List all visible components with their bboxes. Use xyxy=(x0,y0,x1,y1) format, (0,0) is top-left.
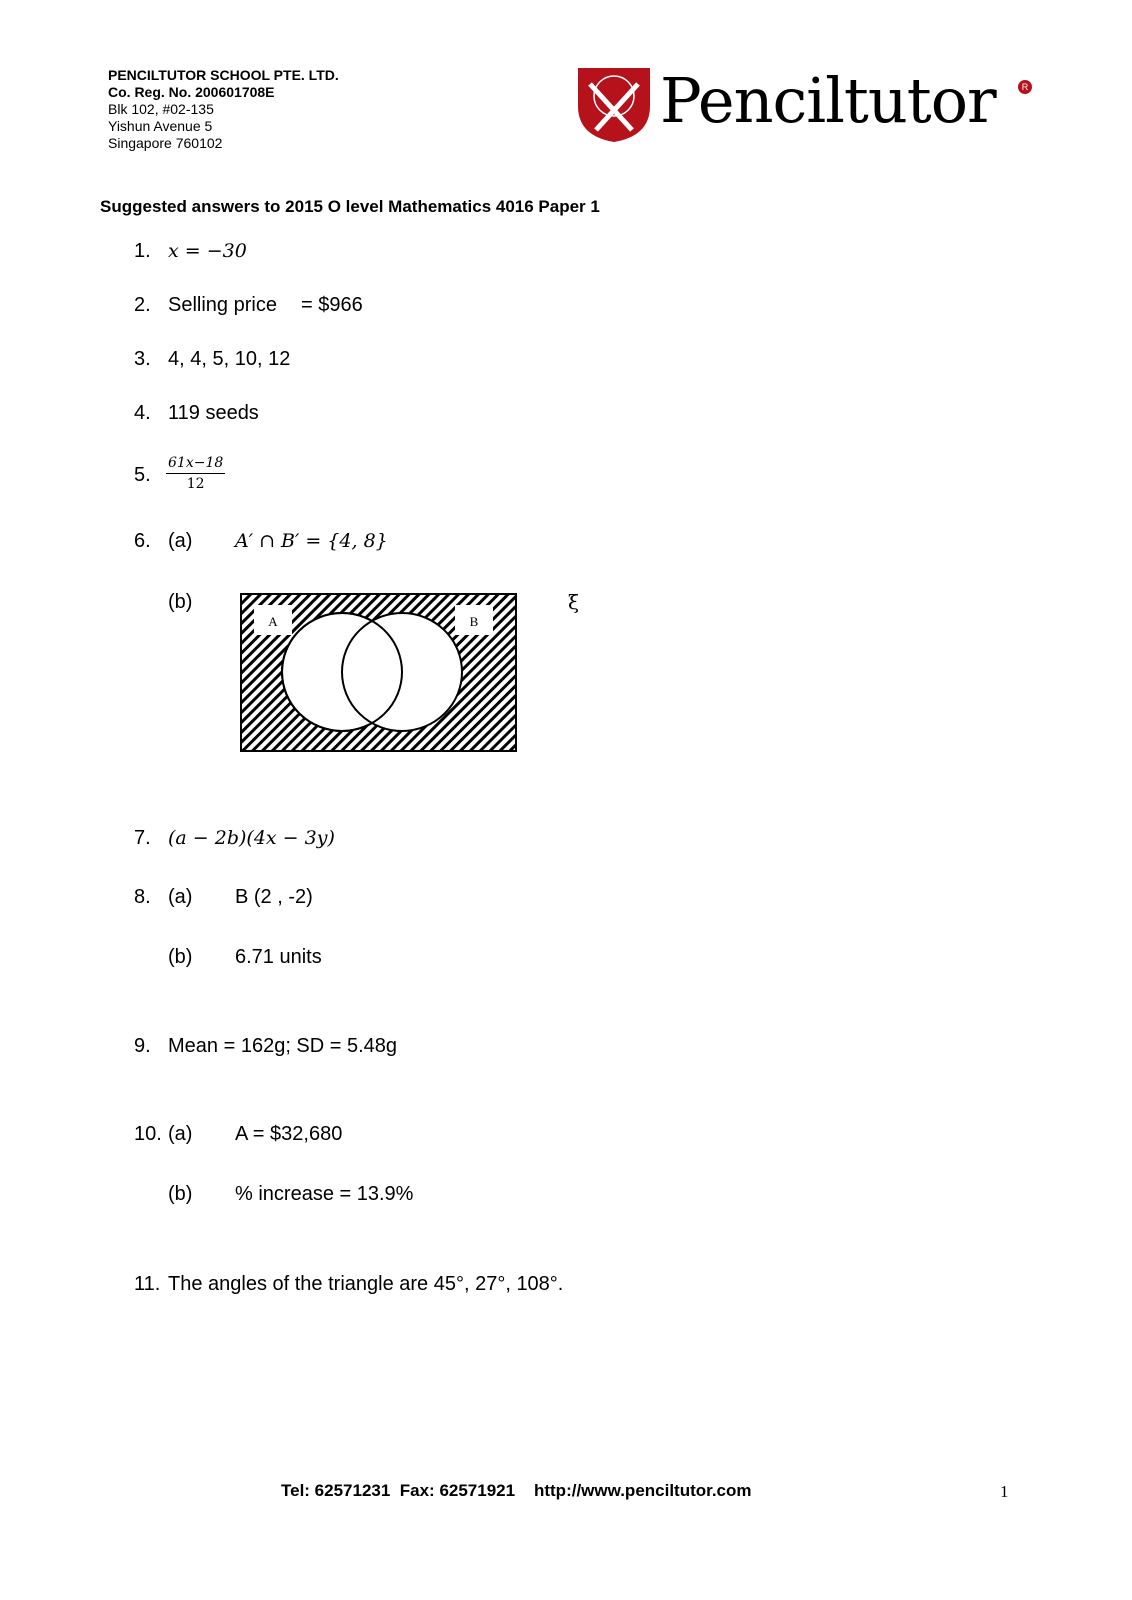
set-a-label: A xyxy=(268,614,278,629)
part-label: (b) xyxy=(168,946,193,968)
question-number: 9. xyxy=(134,1035,151,1057)
venn-diagram xyxy=(240,593,518,753)
question-number: 4. xyxy=(134,402,151,424)
question-number: 5. xyxy=(134,464,151,486)
question-number: 11. xyxy=(134,1273,161,1295)
denominator: 12 xyxy=(186,476,205,492)
answer-10a: A = $32,680 xyxy=(235,1123,343,1145)
question-number: 10. xyxy=(134,1123,162,1145)
footer-contact: Tel: 62571231 Fax: 62571921 http://www.penciltutor.com xyxy=(281,1481,752,1500)
logo-shield-icon xyxy=(576,66,652,144)
registered-mark: R xyxy=(1018,80,1032,94)
answer-6a: A′ ∩ B′ = {4, 8} xyxy=(235,530,388,552)
numerator: 61x−18 xyxy=(166,455,225,474)
answer-8a: B (2 , -2) xyxy=(235,886,313,908)
part-label: (b) xyxy=(168,1183,193,1205)
answer-2-label: Selling price xyxy=(168,294,277,316)
question-number: 6. xyxy=(134,530,151,552)
answer-5-fraction xyxy=(166,455,225,492)
question-number: 3. xyxy=(134,348,151,370)
answer-9: Mean = 162g; SD = 5.48g xyxy=(168,1035,398,1057)
answer-2: = $966 xyxy=(301,294,363,316)
answer-3: 4, 4, 5, 10, 12 xyxy=(168,348,291,370)
question-number: 1. xyxy=(134,240,151,262)
part-label: (a) xyxy=(168,1123,193,1145)
page-title: Suggested answers to 2015 O level Mathematics 4016 Paper 1 xyxy=(100,197,600,216)
page-number: 1 xyxy=(1000,1482,1009,1501)
address-line: Blk 102, #02-135 xyxy=(108,101,214,117)
part-label: (a) xyxy=(168,530,193,552)
answer-8b: 6.71 units xyxy=(235,946,322,968)
question-number: 8. xyxy=(134,886,151,908)
answer-4: 119 seeds xyxy=(168,402,259,424)
address-line: Singapore 760102 xyxy=(108,135,223,151)
part-label: (b) xyxy=(168,591,193,613)
company-name: PENCILTUTOR SCHOOL PTE. LTD. xyxy=(108,67,339,83)
logo-text: Penciltutor xyxy=(660,64,996,137)
company-reg: Co. Reg. No. 200601708E xyxy=(108,84,275,100)
question-number: 7. xyxy=(134,827,151,849)
address-line: Yishun Avenue 5 xyxy=(108,118,213,134)
answer-7: (a − 2b)(4x − 3y) xyxy=(168,827,335,849)
universal-set-symbol: ξ xyxy=(568,590,580,614)
part-label: (a) xyxy=(168,886,193,908)
answer-1: x = −30 xyxy=(168,240,247,262)
set-b-label: B xyxy=(469,614,479,629)
question-number: 2. xyxy=(134,294,151,316)
answer-11: The angles of the triangle are 45°, 27°, 108°. xyxy=(168,1273,564,1295)
answer-10b: % increase = 13.9% xyxy=(235,1183,414,1205)
